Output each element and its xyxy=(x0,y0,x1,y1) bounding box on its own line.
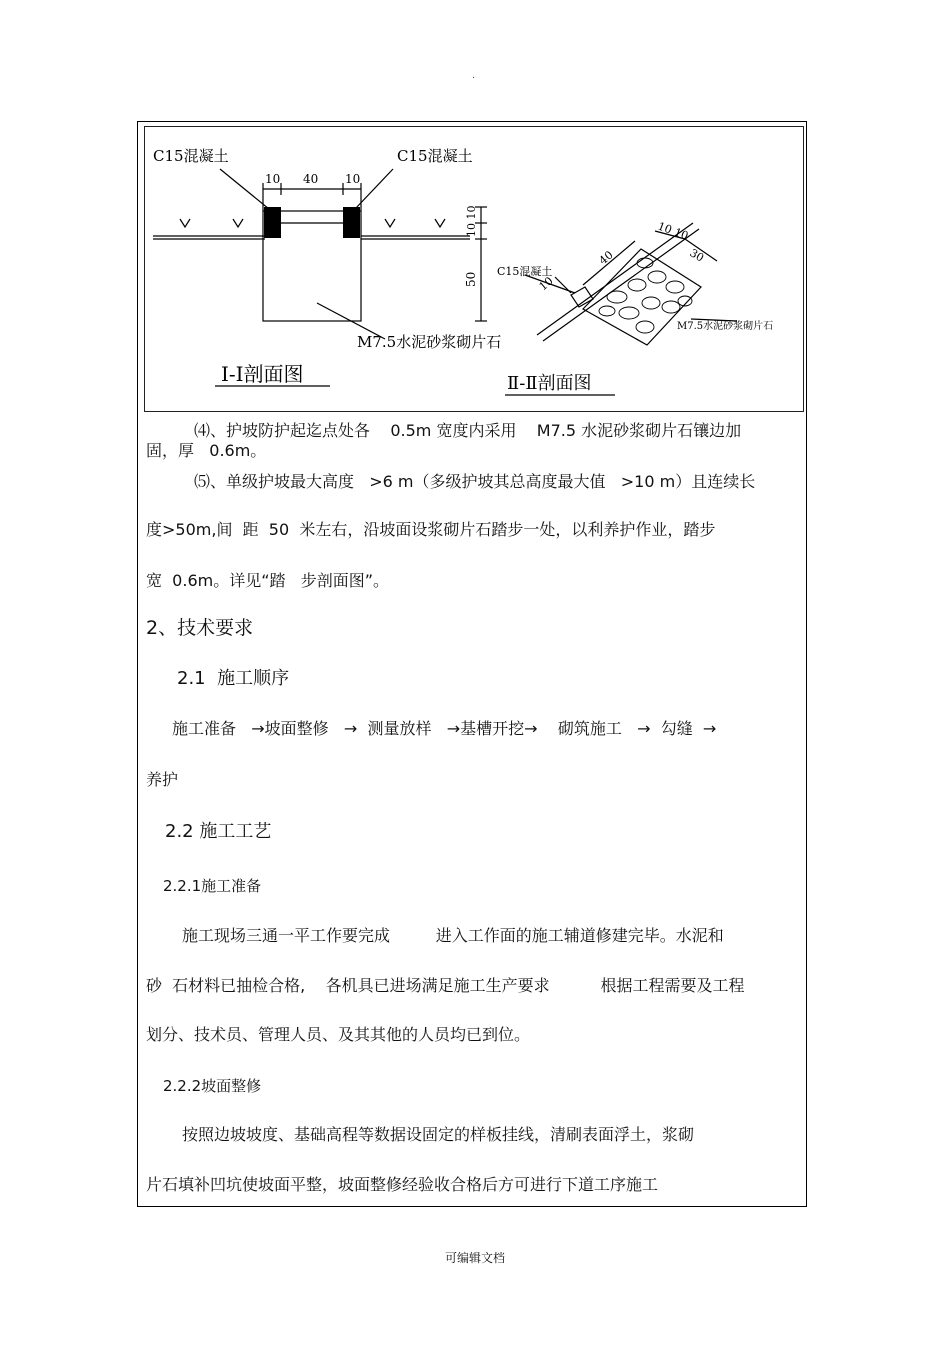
prep-line3: 划分、技术员、管理人员、及其其他的人员均已到位。 xyxy=(146,1025,531,1044)
section-drawing xyxy=(144,126,804,412)
order-line1: 施工准备 →坡面整修 → 测量放样 →基槽开挖→ 砌筑施工 → 勾缝 → xyxy=(172,719,717,738)
heading-preparation: 2.2.1施工准备 xyxy=(163,877,262,895)
dim-10-10: 10 10 xyxy=(465,205,478,237)
dim-s10-10: 10 10 xyxy=(655,219,691,243)
caption-left: Ⅰ-Ⅰ剖面图 xyxy=(221,362,304,386)
c15-block-left xyxy=(264,207,281,238)
p5-line2: 度>50m,间 距 50 米左右，沿坡面设浆砌片石踏步一处，以利养护作业，踏步 xyxy=(146,520,716,539)
label-m75-left: M7.5水泥砂浆砌片石 xyxy=(357,333,502,351)
slope-line1: 按照边坡坡度、基础高程等数据设固定的样板挂线，清刷表面浮土，浆砌 xyxy=(182,1125,695,1144)
caption-right: Ⅱ-Ⅱ剖面图 xyxy=(507,373,592,394)
prep-line1: 施工现场三通一平工作要完成 进入工作面的施工辅道修建完毕。水泥和 xyxy=(182,926,724,945)
label-m75-small: M7.5水泥砂浆砌片石 xyxy=(677,321,774,332)
c15-block-right xyxy=(343,207,360,238)
label-c15-left: C15混凝土 xyxy=(153,147,229,165)
heading-tech-requirements: 2、技术要求 xyxy=(146,617,254,639)
drawing-labels xyxy=(153,147,773,394)
slope-line-2 xyxy=(543,229,699,341)
section-drawing-svg xyxy=(145,127,805,413)
label-c15-right: C15混凝土 xyxy=(397,147,473,165)
leader-c15-left xyxy=(220,169,269,209)
slope-line-1 xyxy=(537,223,693,335)
dim-50: 50 xyxy=(464,271,478,287)
dim-s40: 40 xyxy=(596,248,616,268)
section-i-i xyxy=(153,169,487,386)
heading-construction-craft: 2.2 施工工艺 xyxy=(165,821,272,842)
dim-40: 40 xyxy=(303,172,319,186)
dim-s30: 30 xyxy=(687,246,707,265)
section-ii-ii xyxy=(505,223,737,395)
p5-line1: ⑸、单级护坡最大高度 >6 m（多级护坡其总高度最大值 >10 m）且连续长 xyxy=(194,472,756,491)
p5-line3: 宽 0.6m。详见“踏 步剖面图”。 xyxy=(146,571,390,590)
p4-line2: 固，厚 0.6m。 xyxy=(146,441,267,460)
dim-10-left: 10 xyxy=(265,172,281,186)
heading-construction-order: 2.1 施工顺序 xyxy=(177,668,290,689)
p4-line1: ⑷、护坡防护起迄点处各 0.5m 宽度内采用 M7.5 水泥砂浆砌片石镶边加 xyxy=(194,421,742,440)
header-mark: . xyxy=(472,70,476,81)
dim-10-right: 10 xyxy=(345,172,361,186)
label-c15-small: C15混凝土 xyxy=(497,265,553,278)
dim-s10: 10 xyxy=(536,274,556,294)
heading-slope-trimming: 2.2.2坡面整修 xyxy=(163,1077,262,1095)
slope-line2: 片石填补凹坑使坡面平整，坡面整修经验收合格后方可进行下道工序施工 xyxy=(146,1175,659,1194)
footer-text: 可编辑文档 xyxy=(444,1251,505,1265)
prep-line2: 砂 石材料已抽检合格, 各机具已进场满足施工生产要求 根据工程需要及工程 xyxy=(146,976,745,995)
order-line2: 养护 xyxy=(146,770,179,789)
